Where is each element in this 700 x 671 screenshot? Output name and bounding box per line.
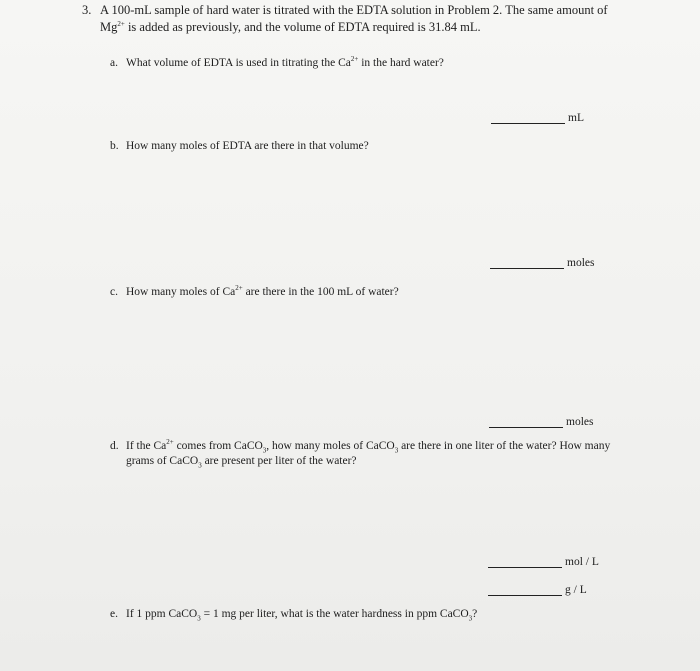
answer-blank[interactable] xyxy=(491,111,565,124)
part-a-question: a. What volume of EDTA is used in titrating the $Ca^{2+}$ in the hard water? xyxy=(110,55,444,69)
question-line-1: A 100-mL sample of hard water is titrated with the EDTA solution in Problem 2. The same amount of xyxy=(100,3,608,17)
unit-label: mL xyxy=(568,112,584,124)
part-b-question: b. How many moles of EDTA are there in that volume? xyxy=(110,140,369,152)
part-c-answer[interactable] xyxy=(489,415,593,428)
part-d-answer-grams[interactable] xyxy=(488,583,587,596)
part-a-answer[interactable] xyxy=(491,111,584,124)
part-d-answer-mol[interactable] xyxy=(488,555,599,568)
question-3-header xyxy=(84,2,654,36)
answer-blank[interactable] xyxy=(490,256,564,269)
part-b-answer[interactable] xyxy=(490,256,594,269)
unit-label: mol / L xyxy=(565,556,599,568)
answer-blank[interactable] xyxy=(488,555,562,568)
question-statement xyxy=(100,2,654,36)
answer-blank[interactable] xyxy=(489,415,563,428)
question-number: 3. xyxy=(82,3,92,17)
unit-label: g / L xyxy=(565,584,587,596)
unit-label: moles xyxy=(567,257,595,269)
question-line-2: $Mg^{2+}$ is added as previously, and the volume of EDTA required is 31.84 mL. xyxy=(100,19,481,34)
part-c-question: c. How many moles of $Ca^{2+}$ are there in the 100 mL of water? xyxy=(110,284,399,298)
part-e-question: e. If 1 ppm CaCO$_3$ = 1 mg per liter, what is the water hardness in ppm CaCO$_3$? xyxy=(110,608,478,623)
answer-blank[interactable] xyxy=(488,583,562,596)
unit-label: moles xyxy=(566,416,594,428)
part-d-question: d. If the $Ca^{2+}$ comes from CaCO$_3$, how many moles of CaCO$_3$ are there in one liter of the water? How many grams of CaCO$_3$ are present per liter of the water? xyxy=(110,438,611,470)
